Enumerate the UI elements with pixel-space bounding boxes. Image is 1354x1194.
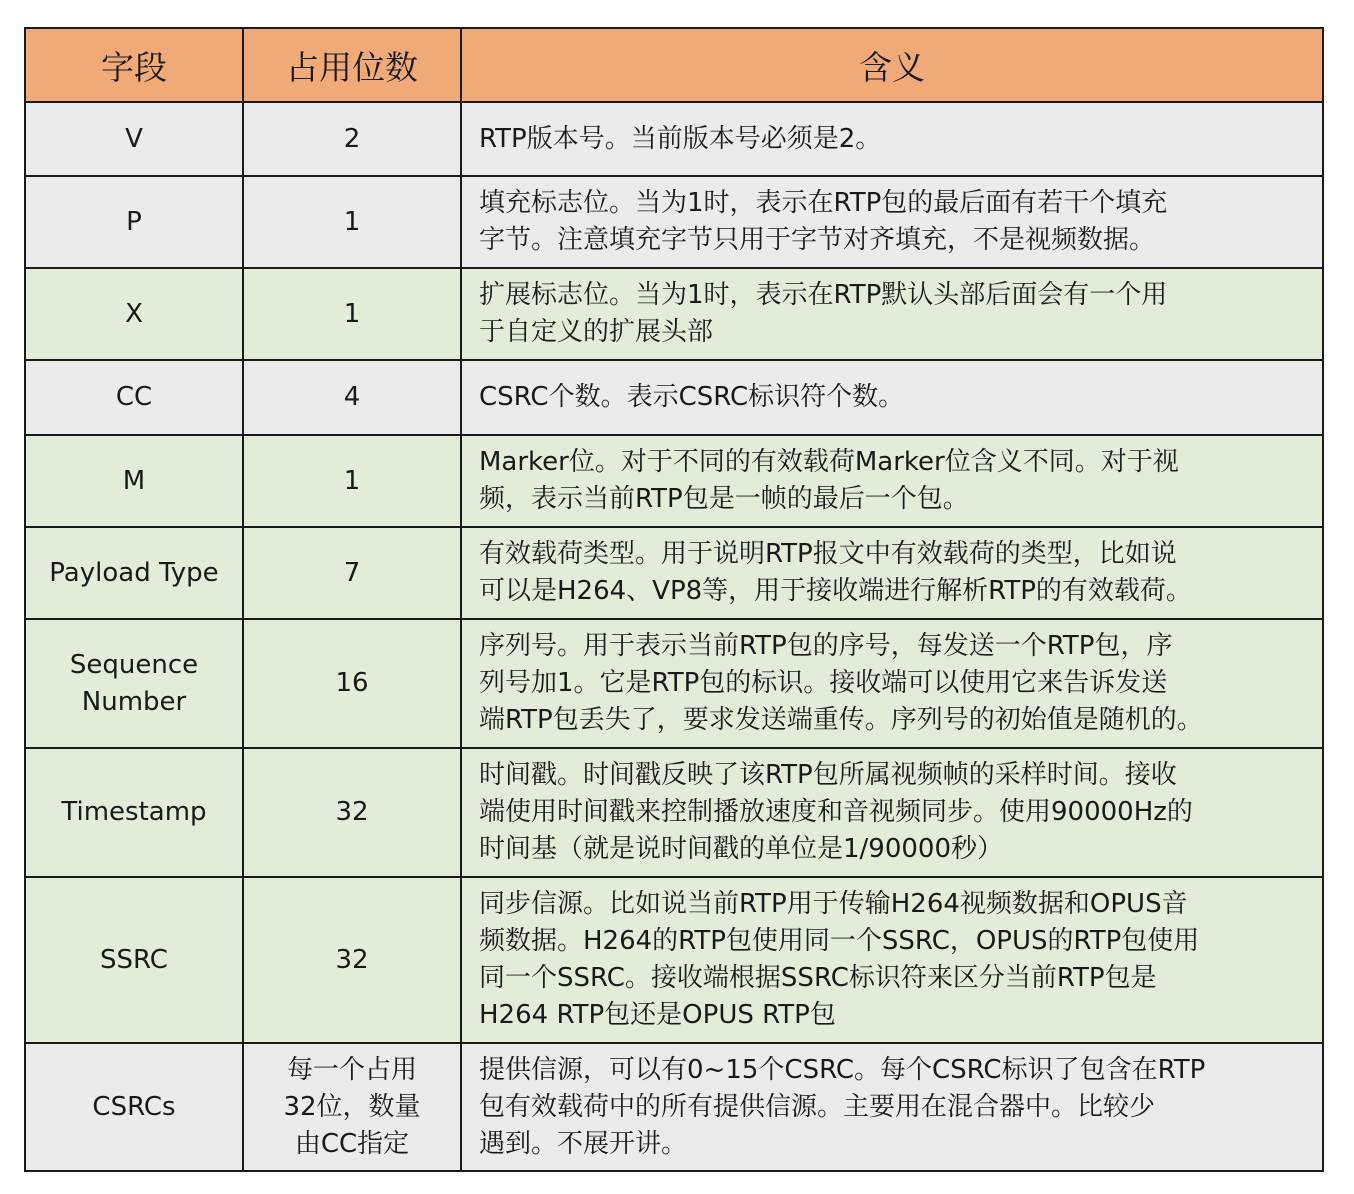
cell-field: CC (25, 360, 243, 435)
cell-field: Timestamp (25, 748, 243, 877)
table-row (25, 435, 1323, 527)
cell-field: X (25, 268, 243, 360)
header-bits: 占用位数 (243, 28, 461, 102)
cell-meaning: 时间戳。时间戳反映了该RTP包所属视频帧的采样时间。接收 端使用时间戳来控制播放速度和音视频同步。使用90000Hz的 时间基（就是说时间戳的单位是1/90000秒） (461, 748, 1323, 877)
header-field: 字段 (25, 28, 243, 102)
cell-bits: 32 (243, 748, 461, 877)
cell-field: Sequence Number (25, 619, 243, 748)
cell-field: Payload Type (25, 527, 243, 619)
cell-meaning: 填充标志位。当为1时，表示在RTP包的最后面有若干个填充 字节。注意填充字节只用于字节对齐填充，不是视频数据。 (461, 176, 1323, 268)
header-meaning: 含义 (461, 28, 1323, 102)
cell-meaning: 扩展标志位。当为1时，表示在RTP默认头部后面会有一个用 于自定义的扩展头部 (461, 268, 1323, 360)
cell-meaning: CSRC个数。表示CSRC标识符个数。 (461, 360, 1323, 435)
cell-bits: 7 (243, 527, 461, 619)
table-row (25, 360, 1323, 435)
cell-bits: 2 (243, 102, 461, 176)
cell-field: P (25, 176, 243, 268)
cell-meaning: 序列号。用于表示当前RTP包的序号，每发送一个RTP包，序 列号加1。它是RTP包的标识。接收端可以使用它来告诉发送 端RTP包丢失了，要求发送端重传。序列号的初始值是随机的。 (461, 619, 1323, 748)
cell-bits: 16 (243, 619, 461, 748)
table-row (25, 527, 1323, 619)
table-header-row (25, 28, 1323, 102)
cell-bits: 4 (243, 360, 461, 435)
table-row (25, 877, 1323, 1043)
cell-field: SSRC (25, 877, 243, 1043)
rtp-header-fields-table (24, 27, 1324, 1172)
table-row (25, 619, 1323, 748)
cell-field: M (25, 435, 243, 527)
cell-field: V (25, 102, 243, 176)
cell-bits: 1 (243, 435, 461, 527)
cell-bits: 1 (243, 268, 461, 360)
cell-meaning: Marker位。对于不同的有效载荷Marker位含义不同。对于视 频，表示当前RTP包是一帧的最后一个包。 (461, 435, 1323, 527)
cell-meaning: RTP版本号。当前版本号必须是2。 (461, 102, 1323, 176)
table-row (25, 748, 1323, 877)
cell-bits: 32 (243, 877, 461, 1043)
table-row (25, 268, 1323, 360)
table-row (25, 1043, 1323, 1171)
cell-field: CSRCs (25, 1043, 243, 1171)
cell-meaning: 有效载荷类型。用于说明RTP报文中有效载荷的类型，比如说 可以是H264、VP8等，用于接收端进行解析RTP的有效载荷。 (461, 527, 1323, 619)
cell-meaning: 提供信源，可以有0~15个CSRC。每个CSRC标识了包含在RTP 包有效载荷中的所有提供信源。主要用在混合器中。比较少 遇到。不展开讲。 (461, 1043, 1323, 1171)
cell-bits: 1 (243, 176, 461, 268)
cell-meaning: 同步信源。比如说当前RTP用于传输H264视频数据和OPUS音 频数据。H264的RTP包使用同一个SSRC，OPUS的RTP包使用 同一个SSRC。接收端根据SSRC标识符来区分当前RTP包是 H264 RTP包还是OPUS RTP包 (461, 877, 1323, 1043)
cell-bits: 每一个占用 32位，数量 由CC指定 (243, 1043, 461, 1171)
table-row (25, 102, 1323, 176)
table-row (25, 176, 1323, 268)
